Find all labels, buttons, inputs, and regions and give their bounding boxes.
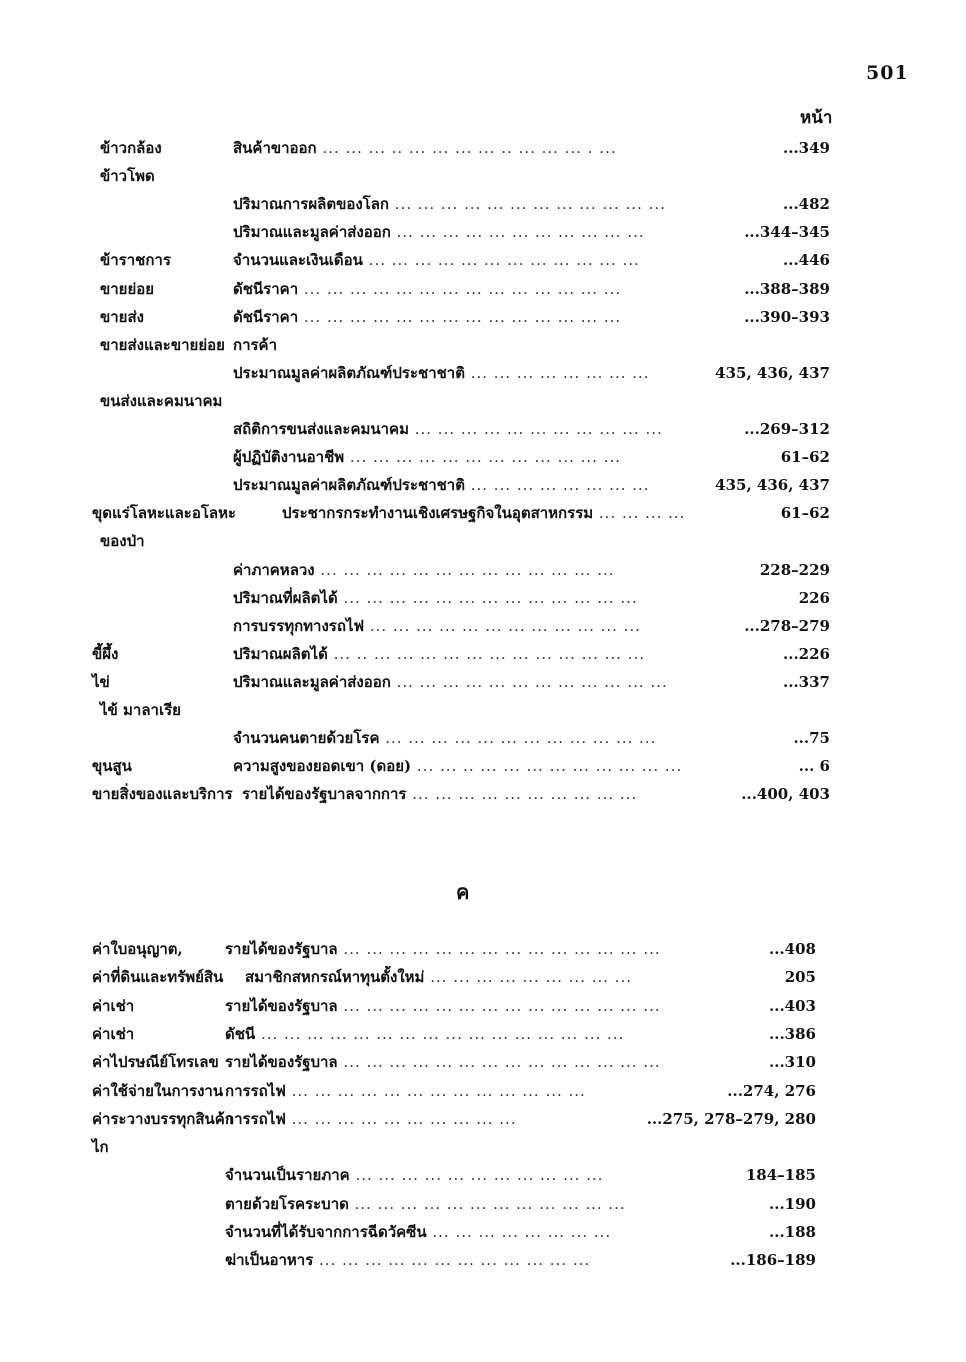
index-page-ref: ...446 [783, 251, 830, 269]
index-page-ref: ...390–393 [744, 308, 830, 326]
index-subentry-label: รายได้ของรัฐบาล [225, 997, 338, 1015]
index-term: ขุดแร่โลหะและอโลหะ [92, 504, 237, 522]
index-term: ค่าที่ดินและทรัพย์สิน [92, 968, 224, 986]
index-subentry-label: ปริมาณผลิตได้ [233, 645, 328, 663]
leader-dots: ... ... ... ... ... ... ... ... [464, 364, 650, 382]
index-page-ref: ...403 [769, 997, 816, 1015]
section-letter: ค [456, 880, 470, 904]
index-entry [92, 1219, 816, 1245]
index-subentry-label: ค่าภาคหลวง [233, 561, 315, 579]
index-page-ref: ...226 [783, 645, 830, 663]
index-entry [100, 528, 830, 554]
leader-dots: ... ... ... ... ... ... ... ... ... ... ... ... [364, 617, 641, 635]
index-term: ค่าเช่า [92, 1025, 135, 1043]
index-subentry-label: จำนวนเป็นรายภาค [225, 1166, 350, 1184]
index-entry [100, 135, 830, 161]
leader-dots: ... ... ... ... ... ... ... ... ... ... ... ... [389, 195, 666, 213]
index-term: ขายส่ง [100, 308, 144, 326]
index-entry [92, 1021, 816, 1047]
index-page-ref: ...388–389 [744, 280, 830, 298]
index-entry [100, 585, 830, 611]
page-column-header: หน้า [800, 108, 833, 128]
leader-dots: ... ... ... ... ... ... ... ... ... ... ... ... [379, 729, 657, 747]
leader-dots: ... ... ... ... ... ... ... ... ... ... ... ... ... [337, 589, 638, 607]
index-page-ref: 228–229 [759, 561, 830, 579]
index-entry [100, 416, 830, 442]
leader-dots: ... ... ... ... [593, 504, 686, 522]
index-entry [100, 360, 830, 386]
leader-dots: ... ... ... ... ... ... ... ... ... ... ... ... ... ... [337, 997, 661, 1015]
index-page-ref: ...278–279 [744, 617, 830, 635]
index-subentry-label: ดัชนี [225, 1025, 256, 1043]
leader-dots: ... ... ... ... ... ... ... ... ... ... ... ... ... ... [337, 1053, 661, 1071]
index-subentry-label: รายได้ของรัฐบาลจากการ [242, 785, 407, 803]
index-subentry-label: จำนวนและเงินเดือน [233, 251, 363, 269]
index-term: ค่าเช่า [92, 997, 135, 1015]
index-term: ไก [92, 1138, 109, 1156]
index-entry [100, 444, 830, 470]
index-page-ref: ...344–345 [744, 223, 830, 241]
index-term: ขายย่อย [100, 280, 155, 298]
index-entry [92, 500, 830, 526]
index-page-ref: 435, 436, 437 [715, 476, 830, 494]
index-page-ref: ...386 [769, 1025, 816, 1043]
index-subentry-label: สมาชิกสหกรณ์หาทุนตั้งใหม่ [245, 968, 425, 986]
index-term: ค่าระวางบรรทุกสินค้า [92, 1110, 234, 1128]
index-entry [100, 388, 830, 414]
index-subentry-label: จำนวนคนตายด้วยโรค [233, 729, 380, 747]
index-entry [92, 641, 830, 667]
index-subentry-label: ปริมาณที่ผลิตได้ [233, 589, 338, 607]
leader-dots: ... ... ... ... ... ... ... ... ... [424, 968, 633, 986]
index-entry [92, 1049, 816, 1075]
index-entry [92, 936, 816, 962]
leader-dots: ... ... ... ... ... ... ... ... ... ... ... ... ... [285, 1082, 586, 1100]
index-subentry-label: ดัชนีราคา [233, 280, 299, 298]
index-term: ไข่ [92, 673, 110, 691]
leader-dots: ... .. ... ... ... ... ... ... ... ... ... ... ... ... [327, 645, 646, 663]
index-page-ref: 184–185 [745, 1166, 816, 1184]
leader-dots: ... ... ... ... ... ... ... ... ... ... ... ... ... ... [298, 308, 622, 326]
index-term: ของป่า [100, 532, 145, 550]
index-entry [100, 557, 830, 583]
index-page-ref: ...400, 403 [741, 785, 830, 803]
index-entry [100, 472, 830, 498]
index-subentry-label: การบรรทุกทางรถไฟ [233, 617, 365, 635]
index-entry [100, 725, 830, 751]
index-subentry-label: ประมาณมูลค่าผลิตภัณฑ์ประชาชาติ [233, 476, 465, 494]
index-term: ขายสิ่งของและบริการ [92, 785, 233, 803]
leader-dots: ... ... ... ... ... ... ... ... [426, 1223, 612, 1241]
index-entry [92, 993, 816, 1019]
index-subentry-label: จำนวนที่ได้รับจากการฉีดวัคซีน [225, 1223, 427, 1241]
index-page-ref: ...188 [769, 1223, 816, 1241]
index-page-ref: ...482 [783, 195, 830, 213]
index-subentry-label: ผู้ปฏิบัติงานอาชีพ [233, 448, 345, 466]
index-term: ขี้ผึ้ง [92, 645, 119, 663]
index-term: ขายส่งและขายย่อย [100, 336, 225, 354]
index-subentry-label: ประมาณมูลค่าผลิตภัณฑ์ประชาชาติ [233, 364, 465, 382]
index-page-ref: ...75 [793, 729, 830, 747]
index-term: ค่าใช้จ่ายในการงาน [92, 1082, 224, 1100]
index-entry [92, 781, 830, 807]
leader-dots: ... ... ... ... ... ... ... ... ... ... [285, 1110, 517, 1128]
index-entry [92, 1106, 816, 1132]
index-entry [92, 669, 830, 695]
index-page-ref: ...408 [769, 940, 816, 958]
leader-dots: ... ... ... .. ... ... ... ... .. ... ... ... . ... [316, 139, 617, 157]
index-page-ref: ...186–189 [730, 1251, 816, 1269]
index-subentry-label: ตายด้วยโรคระบาด [225, 1195, 349, 1213]
leader-dots: ... ... ... ... ... ... ... ... ... ... ... [408, 420, 663, 438]
index-subentry-label: รายได้ของรัฐบาล [225, 1053, 338, 1071]
index-subentry-label: ดัชนีราคา [233, 308, 299, 326]
index-term: ค่าใบอนุญาต, [92, 940, 183, 958]
leader-dots: ... ... .. ... ... ... ... ... ... ... ... ... [411, 757, 683, 775]
index-subentry-label: รายได้ของรัฐบาล [225, 940, 338, 958]
index-page-ref: ...337 [783, 673, 830, 691]
index-subentry-label: สถิติการขนส่งและคมนาคม [233, 420, 409, 438]
index-term: ขุนสูน [92, 757, 132, 775]
index-term: ข้าราชการ [100, 251, 171, 269]
index-entry [92, 1134, 816, 1160]
index-subentry-label: ฆ่าเป็นอาหาร [225, 1251, 314, 1269]
leader-dots: ... ... ... ... ... ... ... ... ... ... ... ... ... ... [298, 280, 622, 298]
index-subentry-label: ปริมาณและมูลค่าส่งออก [233, 223, 391, 241]
index-subentry-label: การค้า [233, 336, 278, 354]
index-term: ข้าวโพด [100, 167, 155, 185]
leader-dots: ... ... ... ... ... ... ... ... ... ... ... ... ... ... ... ... [255, 1025, 625, 1043]
leader-dots: ... ... ... ... ... ... ... ... ... ... ... ... [390, 673, 668, 691]
index-entry [92, 753, 830, 779]
index-page-ref: 61–62 [780, 504, 830, 522]
index-page-ref: 435, 436, 437 [715, 364, 830, 382]
index-term: ขนส่งและคมนาคม [100, 392, 223, 410]
index-subentry-label: สินค้าขาออก [233, 139, 317, 157]
index-entry [92, 1162, 816, 1188]
index-term: ไข้ มาลาเรีย [100, 701, 181, 719]
index-entry [92, 1247, 816, 1273]
leader-dots: ... ... ... ... ... ... ... ... ... ... ... ... [344, 448, 622, 466]
index-entry [92, 1191, 816, 1217]
leader-dots: ... ... ... ... ... ... ... ... ... ... ... [390, 223, 645, 241]
index-page-ref: 61–62 [780, 448, 830, 466]
index-page-ref: ...310 [769, 1053, 816, 1071]
leader-dots: ... ... ... ... ... ... ... ... ... ... ... ... ... [314, 561, 615, 579]
leader-dots: ... ... ... ... ... ... ... ... ... ... ... ... [313, 1251, 591, 1269]
index-entry [100, 191, 830, 217]
index-entry [100, 276, 830, 302]
index-subentry-label: ปริมาณและมูลค่าส่งออก [233, 673, 391, 691]
index-page-ref: ...275, 278–279, 280 [646, 1110, 816, 1128]
index-page-ref: ...190 [769, 1195, 816, 1213]
index-subentry [233, 332, 830, 358]
index-entry [100, 613, 830, 639]
index-page-ref: ...274, 276 [727, 1082, 816, 1100]
leader-dots: ... ... ... ... ... ... ... ... [464, 476, 650, 494]
index-page-ref: ...269–312 [744, 420, 830, 438]
leader-dots: ... ... ... ... ... ... ... ... ... ... ... [349, 1166, 604, 1184]
page-number: 501 [866, 62, 909, 84]
leader-dots: ... ... ... ... ... ... ... ... ... ... ... ... ... ... [337, 940, 661, 958]
index-entry [100, 697, 830, 723]
index-entry [100, 163, 830, 189]
index-page-ref: 226 [798, 589, 830, 607]
index-subentry [225, 1106, 630, 1132]
index-subentry-label: การรถไฟ [225, 1110, 286, 1128]
index-subentry-label: ประชากรกระทำงานเชิงเศรษฐกิจในอุตสาหกรรม [282, 504, 594, 522]
index-term: ค่าไปรษณีย์โทรเลข [92, 1053, 219, 1071]
index-term: ข้าวกล้อง [100, 139, 162, 157]
index-entry [100, 332, 830, 358]
index-subentry-label: ปริมาณการผลิตของโลก [233, 195, 390, 213]
index-page-ref: ... 6 [798, 757, 830, 775]
leader-dots: ... ... ... ... ... ... ... ... ... ... ... ... [362, 251, 640, 269]
index-entry [100, 219, 830, 245]
index-entry [100, 247, 830, 273]
index-entry [92, 1078, 816, 1104]
leader-dots: ... ... ... ... ... ... ... ... ... ... [406, 785, 638, 803]
index-entry [100, 304, 830, 330]
index-subentry-label: การรถไฟ [225, 1082, 286, 1100]
index-page-ref: ...349 [783, 139, 830, 157]
index-entry [92, 964, 816, 990]
index-subentry-label: ความสูงของยอดเขา (ดอย) [233, 757, 412, 775]
index-page-ref: 205 [784, 968, 816, 986]
leader-dots: ... ... ... ... ... ... ... ... ... ... ... ... [348, 1195, 626, 1213]
